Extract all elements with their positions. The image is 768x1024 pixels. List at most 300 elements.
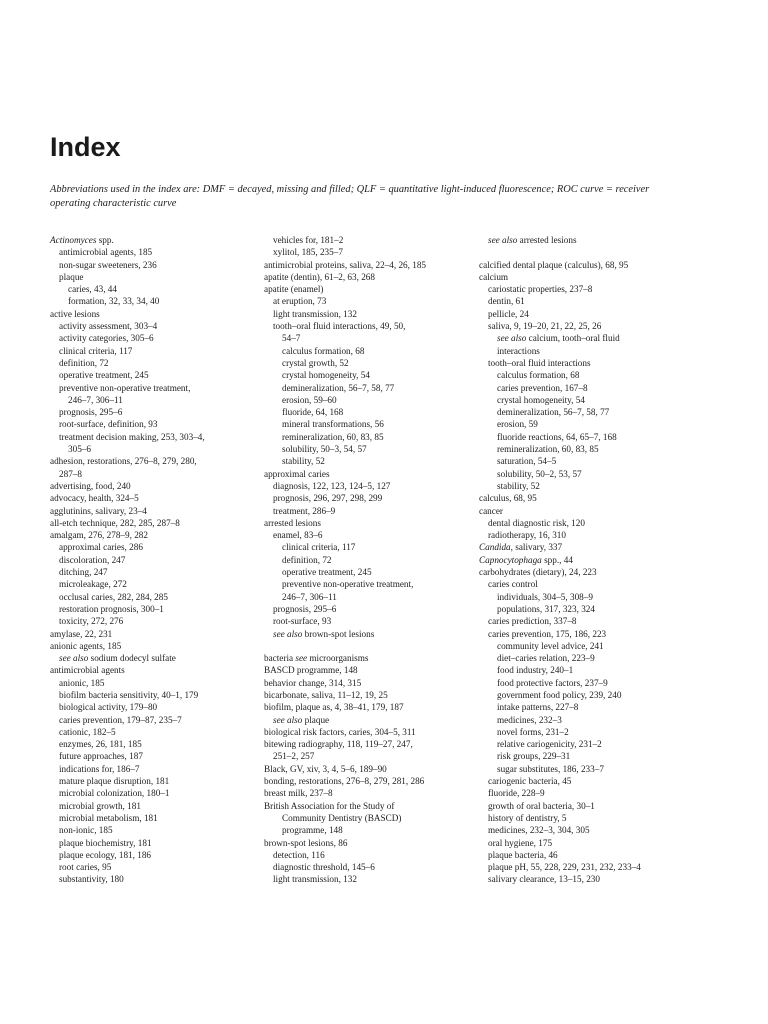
index-entry [479, 492, 694, 504]
index-entry [264, 431, 476, 443]
abbreviations-note: Abbreviations used in the index are: DMF = decayed, missing and filled; QLF = quantitative light-induced fluorescence; ROC curve = receiver operating characteristic curve [50, 184, 650, 209]
index-entry [264, 800, 476, 812]
index-entry [264, 271, 476, 283]
index-term: non-sugar sweeteners, 236 [59, 259, 157, 270]
index-term: anionic agents, 185 [50, 640, 122, 651]
index-entry [264, 763, 476, 775]
index-entry [264, 591, 476, 603]
index-term: Actinomyces [50, 235, 97, 245]
index-term: see also [59, 653, 89, 664]
index-term: crystal homogeneity, 54 [497, 394, 585, 405]
index-entry [479, 295, 694, 307]
index-entry [50, 652, 255, 664]
index-term: cancer [479, 505, 503, 516]
index-term: biological risk factors, caries, 304–5, 311 [264, 726, 416, 737]
index-entry [264, 394, 476, 406]
index-term: crystal growth, 52 [282, 357, 349, 368]
index-term: 246–7, 306–11 [68, 394, 123, 405]
index-entry [50, 529, 255, 541]
index-term: BASCD programme, 148 [264, 665, 358, 676]
index-entry [264, 738, 476, 750]
index-term: Capnocytophaga [479, 554, 542, 565]
index-entry [479, 652, 694, 664]
index-term: active lesions [50, 308, 100, 319]
index-term: adhesion, restorations, 276–8, 279, 280, [50, 456, 197, 467]
index-term: treatment decision making, 253, 303–4, [59, 431, 205, 442]
index-entry [479, 849, 694, 861]
index-term: bicarbonate, saliva, 11–12, 19, 25 [264, 689, 388, 700]
index-term: light transmission, 132 [273, 308, 357, 319]
index-entry [50, 677, 255, 689]
index-term: 305–6 [68, 444, 91, 455]
index-entry [50, 824, 255, 836]
index-entry [479, 480, 694, 492]
index-entry [264, 861, 476, 873]
index-term: apatite (enamel) [264, 284, 324, 295]
index-term: diagnosis, 122, 123, 124–5, 127 [273, 480, 391, 491]
index-entry [50, 775, 255, 787]
index-entry [264, 664, 476, 676]
index-entry [479, 382, 694, 394]
index-locator: sodium dodecyl sulfate [88, 653, 176, 664]
index-entry [264, 345, 476, 357]
index-term: antimicrobial proteins, saliva, 22–4, 26, 185 [264, 259, 427, 270]
index-term: non-ionic, 185 [59, 825, 113, 836]
index-term: risk groups, 229–31 [497, 751, 571, 762]
index-entry [479, 763, 694, 775]
index-term: salivary clearance, 13–15, 230 [488, 874, 600, 885]
index-term: arrested lesions [264, 517, 321, 528]
index-entry [50, 295, 255, 307]
index-term: demineralization, 56–7, 58, 77 [282, 382, 395, 393]
index-term: erosion, 59–60 [282, 394, 337, 405]
index-term: calcified dental plaque (calculus), 68, 95 [479, 259, 629, 270]
index-term: caries prevention, 167–8 [497, 382, 588, 393]
index-entry [264, 726, 476, 738]
index-entry [50, 566, 255, 578]
index-term: plaque ecology, 181, 186 [59, 849, 152, 860]
index-entry [264, 628, 476, 640]
index-entry [479, 431, 694, 443]
index-locator: spp. [96, 235, 114, 245]
index-term: British Association for the Study of [264, 800, 395, 811]
index-term: biofilm, plaque as, 4, 38–41, 179, 187 [264, 702, 404, 713]
index-term: discoloration, 247 [59, 554, 126, 565]
index-entry [50, 689, 255, 701]
index-entry [479, 591, 694, 603]
index-entry [479, 517, 694, 529]
index-entry [479, 603, 694, 615]
index-term: erosion, 59 [497, 419, 538, 430]
index-term: microbial metabolism, 181 [59, 812, 158, 823]
index-entry [479, 615, 694, 627]
index-term: Candida [479, 542, 511, 553]
index-term: dentin, 61 [488, 296, 525, 307]
index-entry [264, 332, 476, 344]
index-term: breast milk, 237–8 [264, 788, 333, 799]
index-entry [50, 382, 255, 394]
index-term: see also [273, 628, 303, 639]
index-term: definition, 72 [282, 554, 332, 565]
index-entry [479, 578, 694, 590]
index-entry [264, 320, 476, 332]
index-locator: calcium, tooth–oral fluid [526, 333, 620, 344]
index-term: plaque [59, 271, 84, 282]
index-term: root-surface, definition, 93 [59, 419, 158, 430]
index-term: indications for, 186–7 [59, 763, 140, 774]
index-term: prognosis, 296, 297, 298, 299 [273, 493, 383, 504]
index-entry [50, 603, 255, 615]
index-entry [479, 234, 694, 246]
index-term: demineralization, 56–7, 58, 77 [497, 407, 610, 418]
index-term: at eruption, 73 [273, 296, 327, 307]
index-entry [479, 406, 694, 418]
index-term: clinical criteria, 117 [59, 345, 133, 356]
index-term: plaque bacteria, 46 [488, 849, 558, 860]
index-entry [264, 468, 476, 480]
index-entry [479, 394, 694, 406]
index-term: oral hygiene, 175 [488, 837, 553, 848]
index-entry [50, 726, 255, 738]
index-entry [479, 443, 694, 455]
index-term: caries control [488, 579, 538, 590]
page-title: Index [50, 132, 121, 162]
index-term: vehicles for, 181–2 [273, 235, 344, 245]
index-term: pellicle, 24 [488, 308, 529, 319]
index-entry [264, 541, 476, 553]
index-entry [50, 271, 255, 283]
index-entry [479, 824, 694, 836]
index-entry [50, 750, 255, 762]
index-term: growth of oral bacteria, 30–1 [488, 800, 595, 811]
index-term: dental diagnostic risk, 120 [488, 517, 585, 528]
index-entry [50, 443, 255, 455]
index-entry [50, 505, 255, 517]
index-entry [50, 455, 255, 467]
index-entry [50, 787, 255, 799]
index-entry [264, 615, 476, 627]
index-entry [50, 738, 255, 750]
index-entry [50, 332, 255, 344]
index-term: biofilm bacteria sensitivity, 40–1, 179 [59, 689, 199, 700]
index-term: bonding, restorations, 276–8, 279, 281, 286 [264, 776, 425, 787]
index-entry [479, 320, 694, 332]
index-term: amylase, 22, 231 [50, 628, 113, 639]
index-term: diagnostic threshold, 145–6 [273, 862, 375, 873]
index-term: stability, 52 [282, 456, 325, 467]
index-entry [264, 578, 476, 590]
index-term: food industry, 240–1 [497, 665, 574, 676]
index-term: agglutinins, salivary, 23–4 [50, 505, 147, 516]
index-term: fluoride, 228–9 [488, 788, 545, 799]
index-entry [50, 837, 255, 849]
index-entry [479, 726, 694, 738]
index-entry [479, 455, 694, 467]
index-locator: microorganisms [307, 653, 369, 664]
index-term: calcium [479, 271, 509, 282]
index-term: approximal caries [264, 468, 330, 479]
index-term: occlusal caries, 282, 284, 285 [59, 591, 168, 602]
index-entry [50, 578, 255, 590]
index-entry [264, 714, 476, 726]
index-entry [264, 480, 476, 492]
index-entry [479, 861, 694, 873]
index-term: plaque pH, 55, 228, 229, 231, 232, 233–4 [488, 862, 641, 873]
index-term: medicines, 232–3, 304, 305 [488, 825, 590, 836]
index-term: tooth–oral fluid interactions [488, 357, 591, 368]
index-term: future approaches, 187 [59, 751, 143, 762]
index-term: clinical criteria, 117 [282, 542, 356, 553]
index-entry [264, 640, 476, 652]
index-entry [264, 554, 476, 566]
index-entry [50, 554, 255, 566]
index-term: see also [273, 714, 303, 725]
index-term: mineral transformations, 56 [282, 419, 384, 430]
index-entry [479, 701, 694, 713]
index-term: caries, 43, 44 [68, 284, 117, 295]
index-term: sugar substitutes, 186, 233–7 [497, 763, 604, 774]
index-entry [479, 418, 694, 430]
index-entry [479, 837, 694, 849]
index-term: tooth–oral fluid interactions, 49, 50, [273, 321, 406, 332]
index-term: novel forms, 231–2 [497, 726, 569, 737]
index-term: advocacy, health, 324–5 [50, 493, 139, 504]
index-entry [479, 332, 694, 344]
index-see-ref: see [293, 653, 308, 664]
index-entry [479, 271, 694, 283]
index-entry [264, 849, 476, 861]
index-entry [479, 505, 694, 517]
index-entry [50, 849, 255, 861]
index-column-2 [264, 234, 476, 886]
index-term: antimicrobial agents [50, 665, 125, 676]
index-entry [479, 628, 694, 640]
index-term: substantivity, 180 [59, 874, 124, 885]
index-term: caries prediction, 337–8 [488, 616, 577, 627]
index-term: operative treatment, 245 [59, 370, 149, 381]
index-entry [50, 246, 255, 258]
index-term: government food policy, 239, 240 [497, 689, 622, 700]
index-term: fluoride reactions, 64, 65–7, 168 [497, 431, 617, 442]
index-term: calculus formation, 68 [282, 345, 365, 356]
index-entry [50, 468, 255, 480]
index-entry [50, 357, 255, 369]
index-entry [479, 714, 694, 726]
index-term: cationic, 182–5 [59, 726, 116, 737]
index-term: prognosis, 295–6 [59, 407, 123, 418]
index-entry [264, 443, 476, 455]
index-term: crystal homogeneity, 54 [282, 370, 370, 381]
index-term: detection, 116 [273, 849, 325, 860]
index-entry [264, 517, 476, 529]
index-entry [479, 554, 694, 566]
index-entry [264, 369, 476, 381]
index-column-3 [479, 234, 694, 886]
index-term: enzymes, 26, 181, 185 [59, 739, 142, 750]
index-term: medicines, 232–3 [497, 714, 562, 725]
index-entry [50, 345, 255, 357]
index-entry [50, 418, 255, 430]
index-entry [479, 738, 694, 750]
index-entry [50, 283, 255, 295]
index-entry [479, 246, 694, 258]
index-term: bacteria [264, 653, 294, 664]
index-entry [479, 800, 694, 812]
index-term: programme, 148 [282, 825, 343, 836]
index-entry [50, 234, 255, 246]
index-entry [50, 591, 255, 603]
index-entry [50, 701, 255, 713]
index-term: mature plaque disruption, 181 [59, 776, 170, 787]
index-term: formation, 32, 33, 34, 40 [68, 296, 160, 307]
index-entry [50, 259, 255, 271]
index-locator: arrested lesions [517, 235, 577, 245]
index-term: advertising, food, 240 [50, 480, 131, 491]
index-entry [264, 357, 476, 369]
index-entry [50, 873, 255, 885]
index-term: preventive non-operative treatment, [59, 382, 191, 393]
index-term: microbial colonization, 180–1 [59, 788, 170, 799]
index-entry [264, 701, 476, 713]
index-entry [479, 775, 694, 787]
index-term: microleakage, 272 [59, 579, 127, 590]
index-entry [479, 541, 694, 553]
index-term: apatite (dentin), 61–2, 63, 268 [264, 271, 375, 282]
index-entry [50, 406, 255, 418]
index-term: amalgam, 276, 278–9, 282 [50, 530, 148, 541]
index-term: biological activity, 179–80 [59, 702, 158, 713]
index-term: Black, GV, xiv, 3, 4, 5–6, 189–90 [264, 763, 387, 774]
index-entry [50, 480, 255, 492]
index-term: enamel, 83–6 [273, 530, 323, 541]
index-entry [479, 308, 694, 320]
index-term: brown-spot lesions, 86 [264, 837, 348, 848]
index-entry [264, 406, 476, 418]
index-entry [50, 628, 255, 640]
index-term: history of dentistry, 5 [488, 812, 567, 823]
index-entry [479, 689, 694, 701]
index-term: definition, 72 [59, 357, 109, 368]
index-locator: , salivary, 337 [510, 542, 563, 553]
index-entry [264, 455, 476, 467]
index-term: ditching, 247 [59, 567, 108, 578]
index-term: cariogenic bacteria, 45 [488, 776, 572, 787]
index-locator: plaque [302, 714, 330, 725]
index-term: activity assessment, 303–4 [59, 321, 158, 332]
index-term: interactions [497, 345, 540, 356]
index-term: cariostatic properties, 237–8 [488, 284, 593, 295]
index-term: 287–8 [59, 468, 82, 479]
index-term: fluoride, 64, 168 [282, 407, 344, 418]
index-term: 251–2, 257 [273, 751, 315, 762]
index-term: populations, 317, 323, 324 [497, 603, 595, 614]
index-term: microbial growth, 181 [59, 800, 141, 811]
index-entry [264, 750, 476, 762]
index-entry [264, 603, 476, 615]
index-entry [264, 566, 476, 578]
index-term: light transmission, 132 [273, 874, 357, 885]
index-entry [479, 345, 694, 357]
index-term: operative treatment, 245 [282, 567, 372, 578]
index-term: individuals, 304–5, 308–9 [497, 591, 593, 602]
index-entry [479, 750, 694, 762]
index-term: all-etch technique, 282, 285, 287–8 [50, 517, 180, 528]
index-entry [50, 615, 255, 627]
index-term: preventive non-operative treatment, [282, 579, 414, 590]
index-column-1 [50, 234, 255, 886]
index-term: toxicity, 272, 276 [59, 616, 124, 627]
index-entry [50, 394, 255, 406]
index-term: root-surface, 93 [273, 616, 332, 627]
index-locator: spp., 44 [541, 554, 573, 565]
index-entry [479, 566, 694, 578]
index-term: see also [497, 333, 527, 344]
index-term: plaque biochemistry, 181 [59, 837, 152, 848]
index-term: saturation, 54–5 [497, 456, 557, 467]
index-entry [264, 529, 476, 541]
index-term: saliva, 9, 19–20, 21, 22, 25, 26 [488, 321, 602, 332]
index-term: intake patterns, 227–8 [497, 702, 579, 713]
index-term: remineralization, 60, 83, 85 [497, 444, 599, 455]
index-term: anionic, 185 [59, 677, 105, 688]
index-term: 246–7, 306–11 [282, 591, 337, 602]
index-entry [264, 492, 476, 504]
index-term: solubility, 50–2, 53, 57 [497, 468, 582, 479]
index-term: see also [488, 235, 518, 245]
index-term: antimicrobial agents, 185 [59, 247, 153, 258]
index-entry [50, 308, 255, 320]
index-entry [50, 431, 255, 443]
index-entry [264, 418, 476, 430]
index-entry [264, 689, 476, 701]
index-entry [264, 677, 476, 689]
index-term: approximal caries, 286 [59, 542, 143, 553]
index-term: food protective factors, 237–9 [497, 677, 608, 688]
index-term: diet–caries relation, 223–9 [497, 653, 595, 664]
index-term: caries prevention, 175, 186, 223 [488, 628, 607, 639]
index-entry [264, 824, 476, 836]
index-term: calculus formation, 68 [497, 370, 580, 381]
index-entry [264, 246, 476, 258]
index-entry [50, 800, 255, 812]
index-entry [264, 837, 476, 849]
index-term: root caries, 95 [59, 862, 112, 873]
index-entry [50, 517, 255, 529]
index-entry [264, 812, 476, 824]
index-entry [50, 714, 255, 726]
index-entry [479, 812, 694, 824]
index-entry [264, 259, 476, 271]
index-term: 54–7 [282, 333, 301, 344]
index-entry [50, 320, 255, 332]
index-term: restoration prognosis, 300–1 [59, 603, 164, 614]
index-locator: brown-spot lesions [302, 628, 375, 639]
index-entry [479, 677, 694, 689]
index-entry [264, 775, 476, 787]
index-term: prognosis, 295–6 [273, 603, 337, 614]
index-entry [479, 640, 694, 652]
index-entry [264, 652, 476, 664]
index-entry [50, 492, 255, 504]
index-entry [50, 369, 255, 381]
index-entry [264, 873, 476, 885]
index-entry [264, 505, 476, 517]
index-entry [50, 640, 255, 652]
index-term: community level advice, 241 [497, 640, 604, 651]
index-term: remineralization, 60, 83, 85 [282, 431, 384, 442]
index-entry [264, 308, 476, 320]
index-term: activity categories, 305–6 [59, 333, 154, 344]
